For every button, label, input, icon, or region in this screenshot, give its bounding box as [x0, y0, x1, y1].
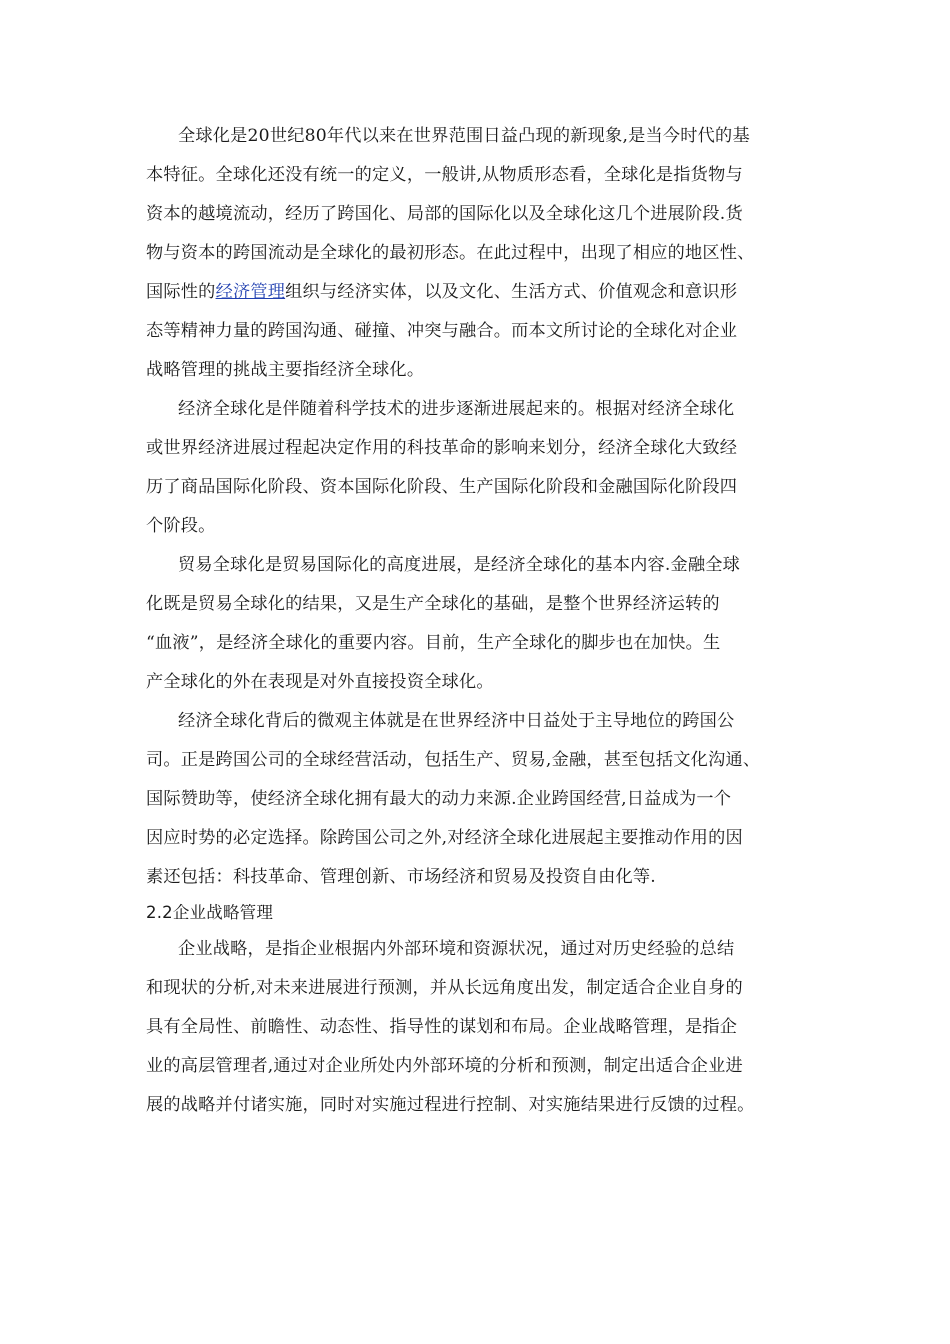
paragraph-line: 企业战略，是指企业根据内外部环境和资源状况，通过对历史经验的总结: [178, 939, 735, 959]
paragraph-line: 具有全局性、前瞻性、动态性、指导性的谋划和布局。企业战略管理，是指企: [146, 1017, 738, 1037]
paragraph-line: 经济全球化是伴随着科学技术的进步逐渐进展起来的。根据对经济全球化: [178, 399, 735, 419]
paragraph-line: 资本的越境流动，经历了跨国化、局部的国际化以及全球化这几个进展阶段.货: [146, 204, 743, 224]
paragraph-line: [146, 278, 737, 306]
paragraph-line: 经济全球化背后的微观主体就是在世界经济中日益处于主导地位的跨国公: [178, 711, 735, 731]
paragraph-line: 物与资本的跨国流动是全球化的最初形态。在此过程中，出现了相应的地区性、: [146, 243, 755, 263]
paragraph-line: 因应时势的必定选择。除跨国公司之外,对经济全球化进展起主要推动作用的因: [146, 828, 743, 848]
paragraph-line: 战略管理的挑战主要指经济全球化。: [146, 360, 425, 380]
paragraph-line: 和现状的分析,对未来进展进行预测，并从长远角度出发，制定适合企业自身的: [146, 978, 743, 998]
paragraph-line: 素还包括：科技革命、管理创新、市场经济和贸易及投资自由化等.: [146, 867, 656, 887]
paragraph-line: 历了商品国际化阶段、资本国际化阶段、生产国际化阶段和金融国际化阶段四: [146, 477, 738, 497]
paragraph-line: 态等精神力量的跨国沟通、碰撞、冲突与融合。而本文所讨论的全球化对企业: [146, 321, 738, 341]
paragraph-line: “血液”，是经济全球化的重要内容。目前，生产全球化的脚步也在加快。生: [146, 633, 721, 653]
paragraph-line: 贸易全球化是贸易国际化的高度进展，是经济全球化的基本内容.金融全球: [178, 555, 741, 575]
paragraph-line: 全球化是20世纪80年代以来在世界范围日益凸现的新现象,是当今时代的基: [178, 126, 750, 146]
line-prefix: 国际性的: [146, 282, 216, 302]
paragraph-line: 化既是贸易全球化的结果，又是生产全球化的基础，是整个世界经济运转的: [146, 594, 720, 614]
paragraph-line: 本特征。全球化还没有统一的定义，一般讲,从物质形态看，全球化是指货物与: [146, 165, 743, 185]
paragraph-line: 或世界经济进展过程起决定作用的科技革命的影响来划分，经济全球化大致经: [146, 438, 738, 458]
paragraph-line: 展的战略并付诸实施，同时对实施过程进行控制、对实施结果进行反馈的过程。: [146, 1095, 755, 1115]
paragraph-line: 国际赞助等，使经济全球化拥有最大的动力来源.企业跨国经营,日益成为一个: [146, 789, 732, 809]
paragraph-line: 司。正是跨国公司的全球经营活动，包括生产、贸易,金融，甚至包括文化沟通、: [146, 750, 761, 770]
paragraph-line: 业的高层管理者,通过对企业所处内外部环境的分析和预测，制定出适合企业进: [146, 1056, 743, 1076]
economic-management-link[interactable]: 经济管理: [215, 282, 286, 302]
paragraph-line: 个阶段。: [146, 516, 216, 536]
paragraph-line: 产全球化的外在表现是对外直接投资全球化。: [146, 672, 494, 692]
line-rest: 组织与经济实体，以及文化、生活方式、价值观念和意识形: [285, 282, 738, 302]
section-heading: 2.2企业战略管理: [146, 903, 274, 922]
